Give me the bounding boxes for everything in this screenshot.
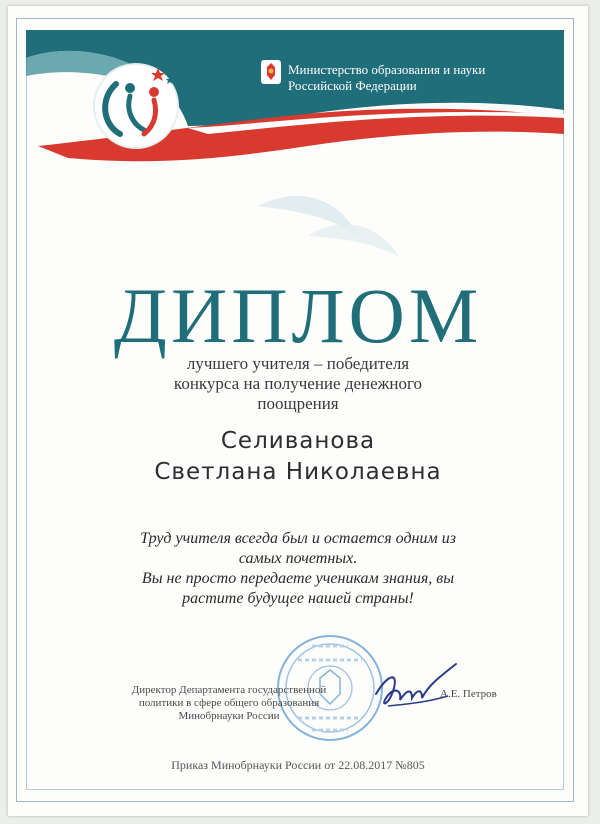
- position-line-3: Минобрнауки России: [178, 710, 280, 722]
- position-line-1: Директор Департамента государственной: [131, 684, 327, 696]
- subtitle-line-3: поощрения: [257, 394, 339, 413]
- recipient-given-names: Светлана Николаевна: [154, 459, 442, 485]
- diploma-quote: [8, 529, 588, 609]
- position-line-2: политики в сфере общего образования: [138, 697, 320, 709]
- subtitle-line-1: лучшего учителя – победителя: [186, 354, 410, 373]
- coat-of-arms-icon: [260, 59, 282, 85]
- quote-line-1: Труд учителя всегда был и остается одним из: [140, 530, 456, 547]
- diploma-title: ДИПЛОМ: [113, 272, 483, 359]
- diploma-sheet: [8, 6, 588, 816]
- recipient-name: [8, 426, 588, 488]
- quote-line-2: самых почетных.: [238, 550, 358, 567]
- quote-line-4: растите будущее нашей страны!: [182, 590, 414, 607]
- quote-line-3: Вы не просто передаете ученикам знания, вы: [141, 570, 455, 587]
- signer-position: [104, 684, 354, 723]
- ministry-line-2: Российской Федерации: [288, 78, 417, 93]
- signer-name: А.Е. Петров: [440, 688, 497, 700]
- ministry-line-1: Министерство образования и науки: [288, 62, 486, 77]
- order-reference: Приказ Минобрнауки России от 22.08.2017 №805: [171, 758, 425, 772]
- recipient-surname: Селиванова: [220, 428, 376, 454]
- contest-logo-icon: [94, 64, 178, 148]
- subtitle-line-2: конкурса на получение денежного: [173, 374, 423, 393]
- ministry-name: [288, 62, 528, 94]
- diploma-subtitle: [8, 354, 588, 414]
- header-ribbon-art: [8, 6, 588, 266]
